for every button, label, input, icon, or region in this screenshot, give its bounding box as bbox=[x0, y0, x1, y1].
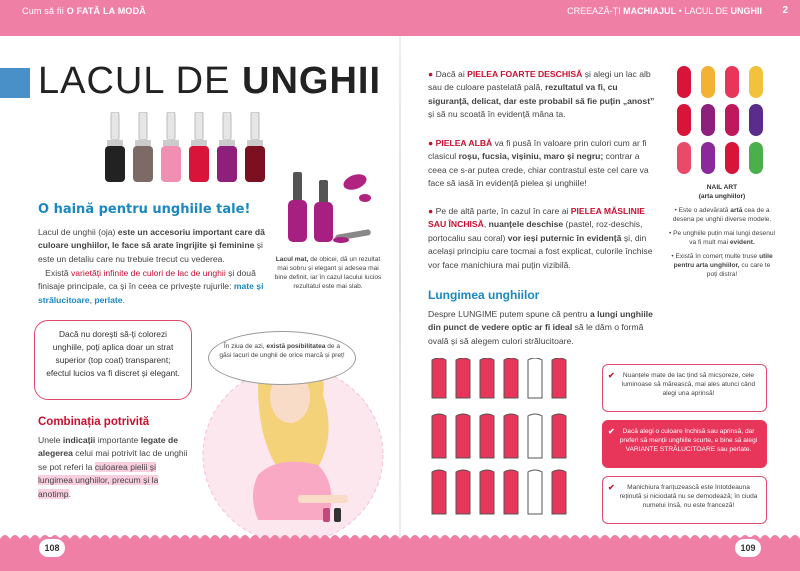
nail-art-sidebar bbox=[668, 183, 776, 279]
header-right: CREEAZĂ-ȚI MACHIAJUL • LACUL DE UNGHII bbox=[567, 6, 762, 16]
speech-bubble: În ziua de azi, există posibilitatea de a găsi lacuri de unghii de orice marcă și preț! bbox=[208, 331, 356, 385]
page-spine bbox=[399, 36, 401, 546]
nail-polish-bottles-illustration bbox=[105, 112, 270, 187]
white-skin-paragraph: ● PIELEA ALBĂ va fi pusă în valoare prin culori cum ar fi clasicul roșu, fucsia, vișiniu, maro și negru; contrar a ceea ce s-ar putea crede, chiar contrastul este cel care va face să iasă în evidență pielea și unghiile! bbox=[428, 138, 649, 189]
nail-shape-examples bbox=[428, 358, 593, 523]
tip-check-1: ✔ Nuanțele mate de lac țind să micșoreze, cele luminoase să mărească, mai ales atunci când alegi una aprinsă! bbox=[602, 364, 767, 412]
header-left: Cum să fii O FATĂ LA MODĂ bbox=[22, 6, 147, 16]
footer-band bbox=[0, 541, 800, 571]
page-title: LACUL DE UNGHII bbox=[38, 60, 381, 102]
header-band bbox=[0, 0, 800, 36]
wave-border bbox=[0, 529, 800, 545]
nail-art-samples-grid bbox=[675, 64, 767, 176]
nail-art-subtitle: (arta unghiilor) bbox=[698, 193, 746, 200]
nail-art-title: NAIL ART bbox=[706, 184, 738, 191]
check-icon: ✔ bbox=[608, 427, 615, 436]
title-accent-block bbox=[0, 68, 30, 98]
header-page-number: 2 bbox=[782, 5, 788, 16]
finishes-paragraph: Există varietăți infinite de culori de lac de unghii și două finisaje principale, ca și în ceea ce privește rujurile: mate și strălucitoare, perlate. bbox=[38, 268, 264, 305]
length-heading: Lungimea unghiilor bbox=[428, 288, 540, 302]
length-paragraph: Despre LUNGIME putem spune că pentru a lungi unghiile din punct de vedere optic ar fi ideal să le dăm o formă ovală și să alegem culori strălucitoare. bbox=[428, 309, 653, 346]
magenta-polish-illustration bbox=[283, 170, 378, 250]
combination-heading: Combinația potrivită bbox=[38, 416, 150, 428]
pale-skin-paragraph: ● Dacă ai PIELEA FOARTE DESCHISĂ și alegi un lac alb sau de culoare pastelată pală, rezultatul va fi, cu siguranță, delicat, dar este probabil să fie puțin „anost” și să nu scoată în evidență mâna ta. bbox=[428, 69, 655, 120]
olive-skin-paragraph: ● Pe de altă parte, în cazul în care ai PIELEA MĂSLINIE SAU ÎNCHISĂ, nuanțele deschise (pastel, roz-deschis, portocaliu sau coral) vor ieși puternic în evidență și, din același principiu care tocmai a fost explicat, culorile închise vor face manichiura mai puțin vizibilă. bbox=[428, 206, 653, 270]
check-icon: ✔ bbox=[608, 371, 615, 380]
nail-art-tip-1: • Este o adevărată artă cea de a desena pe unghii diverse modele. bbox=[672, 207, 772, 223]
page-number-left: 108 bbox=[37, 537, 67, 559]
tip-check-2: ✔ Dacă alegi o culoare închisă sau aprinsă, dar preferi să menții unghiile scurte, e bine să alegi VARIANTE STRĂLUCITOARE sau perlate. bbox=[602, 420, 767, 468]
matte-polish-caption: Lacul mat, de obicei, dă un rezultat mai sobru și elegant și adesea mai bine definit, iar în cazul lacului lucios rezultatul este mai slab. bbox=[274, 256, 382, 290]
check-icon: ✔ bbox=[608, 483, 615, 492]
nail-art-tip-2: • Pe unghiile puțin mai lungi desenul va fi mult mai evident. bbox=[668, 230, 776, 246]
intro-paragraph: Lacul de unghii (oja) este un accesoriu important care dă culoare unghiilor, le face să arate îngrijite și feminine și este un detaliu care nu trebuie trecut cu vederea. bbox=[38, 227, 265, 264]
section-subtitle: O haină pentru unghiile tale! bbox=[38, 202, 251, 217]
nail-art-tip-3: • Există în comerț multe truse utile pentru arta unghiilor, cu care te poți distra! bbox=[671, 253, 773, 278]
combination-paragraph: Unele indicații importante legate de alegerea celui mai potrivit lac de unghii se pot referi la culoarea pielii și lungimea unghiilor, precum și la anotimp. bbox=[38, 435, 188, 499]
page-number-right: 109 bbox=[733, 537, 763, 559]
tip-box: Dacă nu dorești să-ți colorezi unghiile, poți aplica doar un strat superior (top coat) transparent; efectul lucios va fi discret și elegant. bbox=[34, 320, 192, 400]
tip-check-3: ✔ Manichiura franțuzească este întotdeauna reținută și niciodată nu se demodează; în ciuda numelui însă, nu este franceză! bbox=[602, 476, 767, 524]
